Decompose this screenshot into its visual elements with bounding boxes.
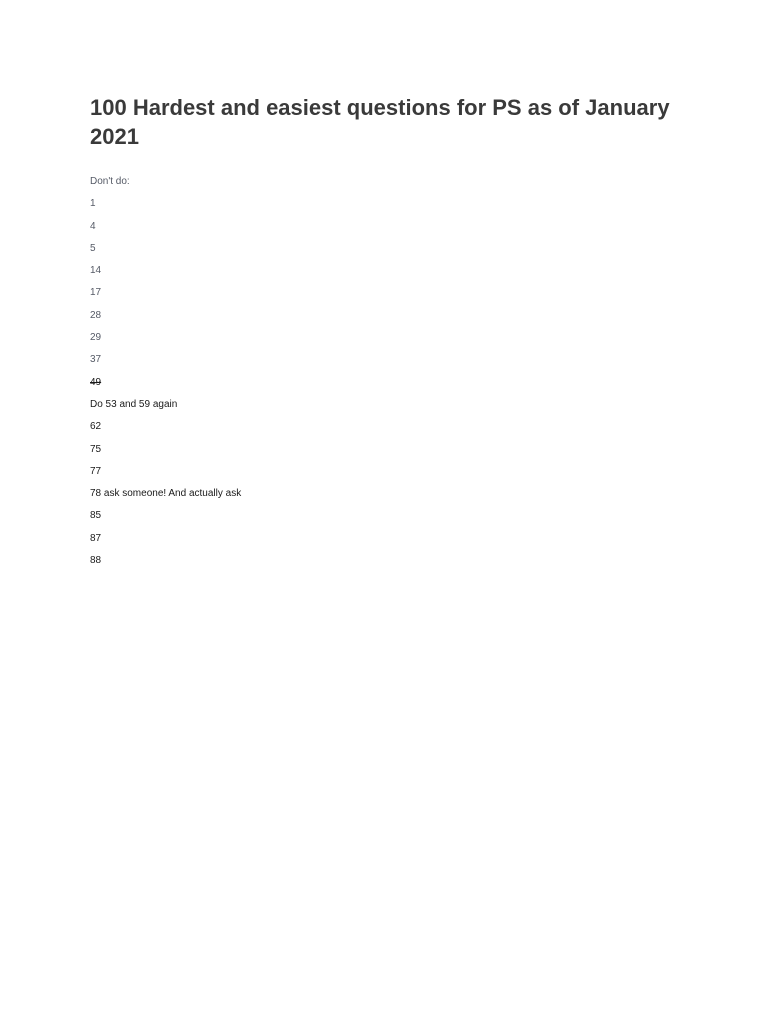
list-item: 5 (90, 242, 96, 254)
question-list (90, 176, 690, 577)
list-item-struck: 49 (90, 376, 102, 388)
list-heading: Don't do: (90, 176, 130, 187)
list-item: 75 (90, 443, 102, 455)
list-item: 37 (90, 354, 102, 366)
list-item: 62 (90, 421, 102, 433)
list-item: 78 ask someone! And actually ask (90, 488, 242, 500)
list-item: 29 (90, 332, 102, 344)
document-title: 100 Hardest and easiest questions for PS as of January 2021 (90, 95, 670, 149)
list-item: 17 (90, 287, 102, 299)
list-item: Do 53 and 59 again (90, 398, 178, 410)
list-item: 1 (90, 198, 96, 210)
list-item: 4 (90, 220, 96, 232)
list-item: 85 (90, 510, 102, 522)
list-item: 88 (90, 555, 102, 567)
list-item: 87 (90, 532, 102, 544)
document-page (90, 93, 690, 577)
list-item: 14 (90, 265, 102, 277)
list-item: 77 (90, 465, 102, 477)
list-item: 28 (90, 309, 102, 321)
